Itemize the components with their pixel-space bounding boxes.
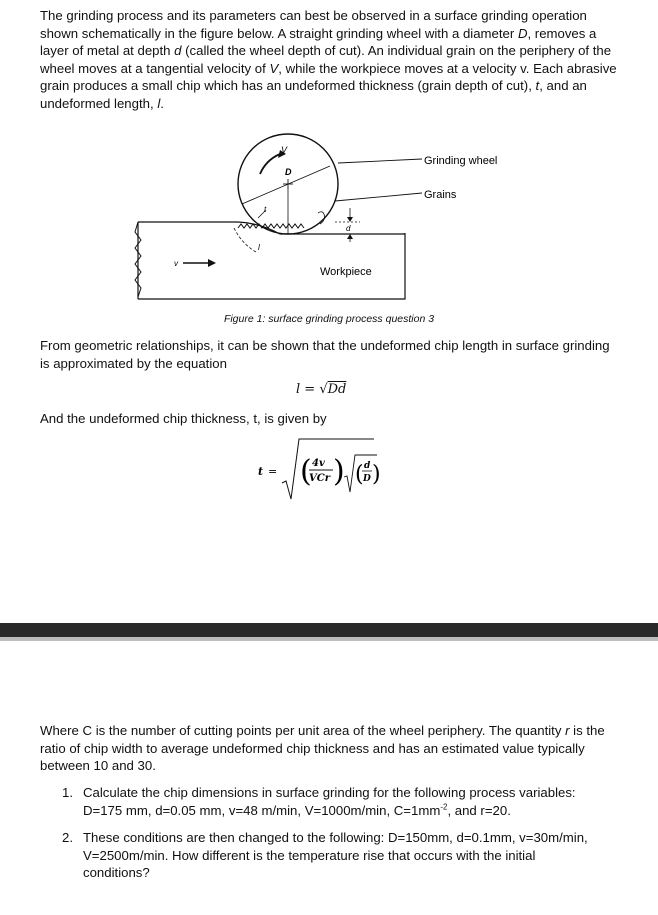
label-l: l xyxy=(258,243,260,252)
question-1: 1. Calculate the chip dimensions in surface grinding for the following process variables: D=175 mm, d=0.05 mm, v=48 m/min, V=1000m/min, $C=1mm^{-2}$, and r=20. xyxy=(62,785,576,818)
chip-length-equation: l = √Dd xyxy=(296,382,347,397)
chip-length-paragraph: From geometric relationships, it can be shown that the undeformed chip length in surface grinding is approximated by the equation xyxy=(40,338,610,371)
page-break-bar xyxy=(0,623,658,637)
svg-text:VCr: VCr xyxy=(309,473,330,484)
svg-text:d: d xyxy=(364,461,371,471)
grains-label: Grains xyxy=(424,189,457,201)
chip-thickness-paragraph: And the undeformed chip thickness, t, is given by xyxy=(40,411,327,426)
grinding-wheel-label: Grinding wheel xyxy=(424,155,498,167)
grains-zigzag xyxy=(238,224,304,228)
svg-text:): ) xyxy=(372,462,381,487)
svg-text:): ) xyxy=(333,454,345,489)
svg-text:D: D xyxy=(363,474,371,484)
question-list xyxy=(40,784,600,892)
svg-text:=: = xyxy=(268,465,278,478)
chip-thickness-equation xyxy=(258,437,388,501)
label-v: v xyxy=(174,259,178,268)
label-t: t xyxy=(264,205,267,214)
label-d: d xyxy=(346,224,351,233)
svg-text:t: t xyxy=(258,465,264,478)
intro-paragraph: The grinding process and its parameters can best be observed in a surface grinding operation shown schematically in the figure below. A straight grinding wheel with a diameter D, removes a layer of metal at depth d (called the wheel depth of cut). An individual grain on the periphery of the wheel moves at a tangential velocity of V, while the workpiece moves at a velocity v. Each abrasive grain produces a small chip which has an undeformed thickness (grain depth of cut), t, and an undeformed length, l. xyxy=(40,8,617,111)
surface-grinding-figure xyxy=(130,132,550,307)
svg-text:(: ( xyxy=(300,454,312,489)
definitions-paragraph: Where C is the number of cutting points per unit area of the wheel periphery. The quantity r is the ratio of chip width to average undeformed chip thickness and has an estimated value typically between 10 and 30. xyxy=(40,723,605,774)
label-V: V xyxy=(281,145,288,155)
rotation-arrow xyxy=(260,154,280,174)
workpiece-label: Workpiece xyxy=(320,266,372,278)
svg-text:(: ( xyxy=(355,462,364,487)
figure-caption: Figure 1: surface grinding process question 3 xyxy=(223,313,435,325)
question-2: 2. These conditions are then changed to the following: D=150mm, d=0.1mm, v=30m/min, V=2500m/min. How different is the temperature rise that occurs with the initial conditions? xyxy=(62,830,588,881)
svg-text:4v: 4v xyxy=(312,458,325,469)
label-D: D xyxy=(285,167,292,177)
